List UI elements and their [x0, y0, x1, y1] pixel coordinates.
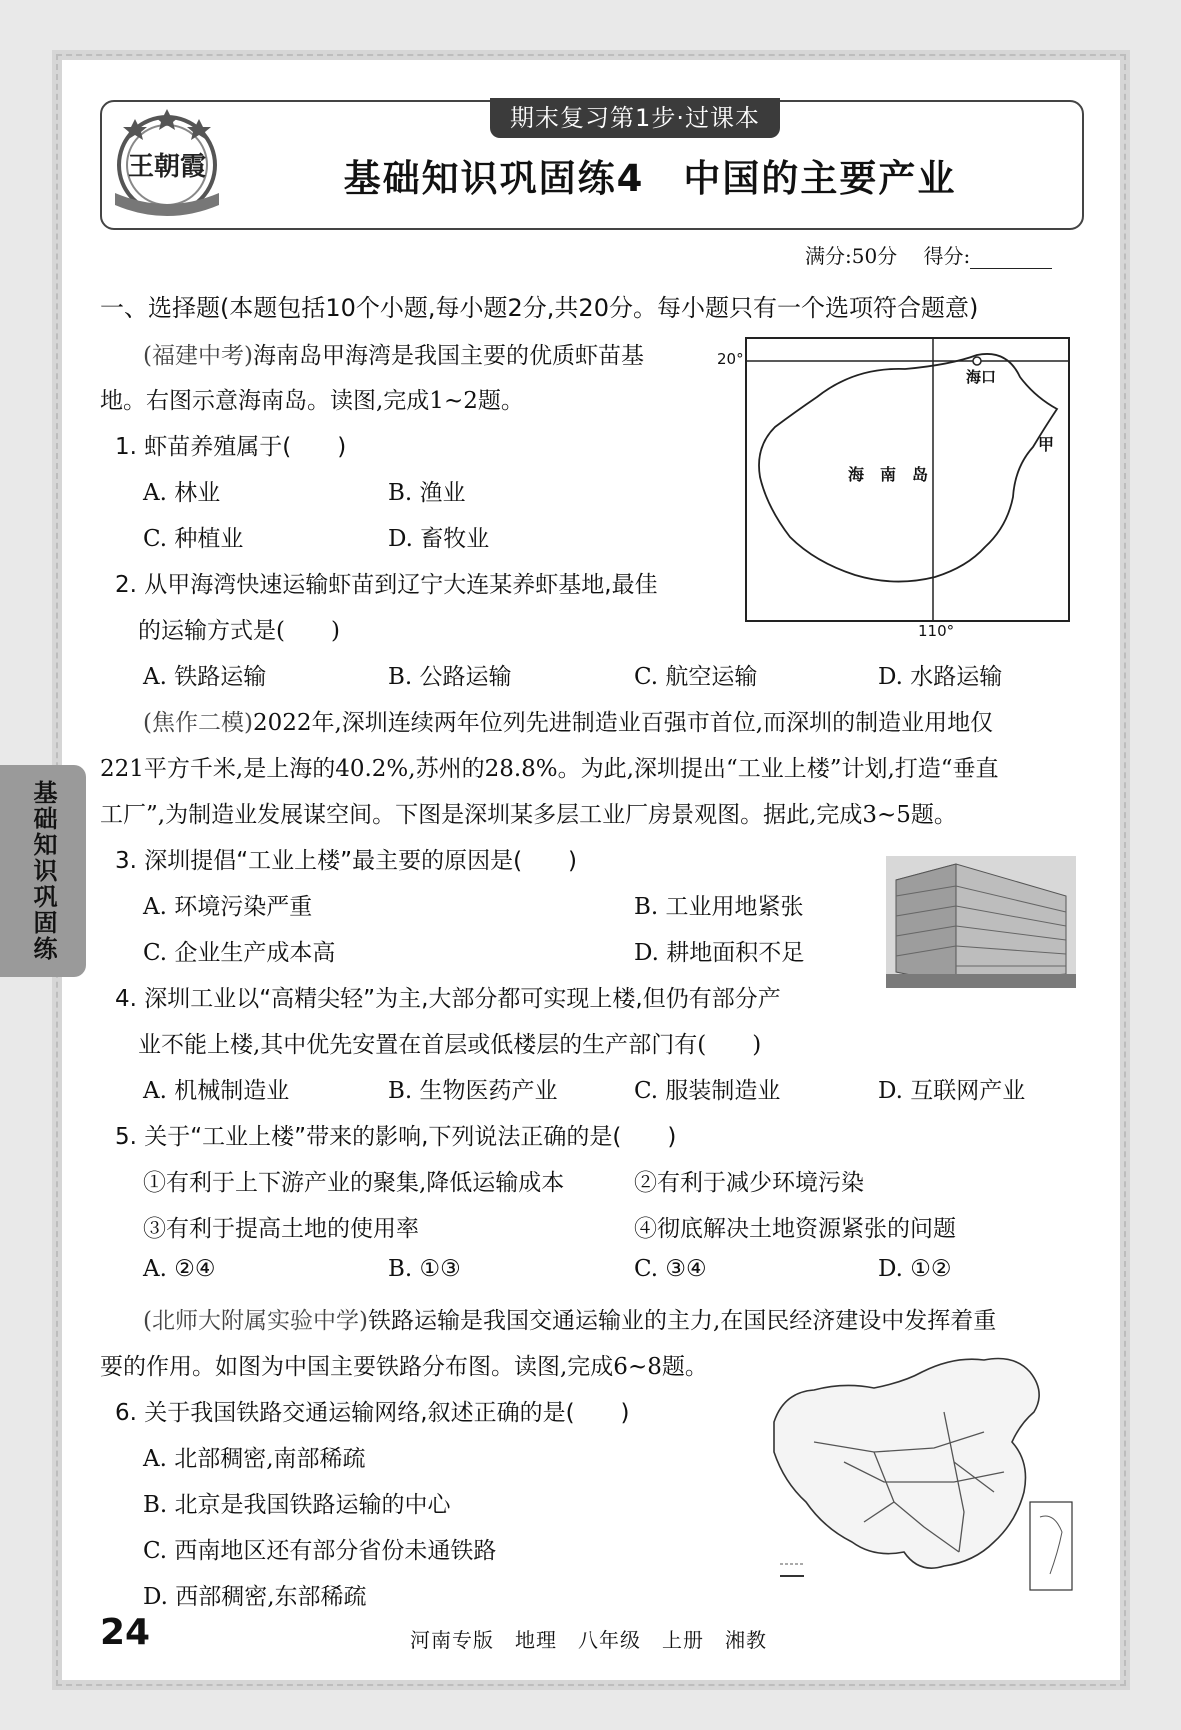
island-label: 海 南 岛	[848, 465, 929, 484]
china-railway-map	[754, 1352, 1078, 1598]
q5-statement-1: ①有利于上下游产业的聚集,降低运输成本	[143, 1170, 565, 1196]
intro-2-line-3: 工厂”,为制造业发展谋空间。下图是深圳某多层工业厂房景观图。据此,完成3~5题。	[100, 802, 957, 828]
q2-stem-1: 2. 从甲海湾快速运输虾苗到辽宁大连某养虾基地,最佳	[115, 572, 658, 598]
intro-2-line-2: 221平方千米,是上海的40.2%,苏州的28.8%。为此,深圳提出“工业上楼”计划,打造“垂直	[100, 756, 999, 782]
factory-photo	[886, 856, 1076, 988]
q5-option-b[interactable]: B. ①③	[388, 1256, 461, 1282]
q2-stem-2: 的运输方式是( )	[138, 618, 340, 644]
q3-option-d[interactable]: D. 耕地面积不足	[634, 940, 805, 966]
haikou-label: 海口	[966, 368, 997, 386]
q4-stem-2: 业不能上楼,其中优先安置在首层或低楼层的生产部门有( )	[138, 1032, 762, 1058]
q6-option-d[interactable]: D. 西部稠密,东部稀疏	[143, 1584, 367, 1610]
q1-option-a[interactable]: A. 林业	[143, 480, 221, 506]
q3-option-a[interactable]: A. 环境污染严重	[143, 894, 313, 920]
intro-1-line-1: (福建中考)海南岛甲海湾是我国主要的优质虾苗基	[143, 343, 644, 369]
q1-option-b[interactable]: B. 渔业	[388, 480, 466, 506]
intro-1-line-2: 地。右图示意海南岛。读图,完成1~2题。	[100, 388, 524, 414]
q3-option-c[interactable]: C. 企业生产成本高	[143, 940, 336, 966]
q5-stem: 5. 关于“工业上楼”带来的影响,下列说法正确的是( )	[115, 1124, 677, 1150]
q5-statement-4: ④彻底解决土地资源紧张的问题	[634, 1216, 956, 1242]
q6-option-a[interactable]: A. 北部稠密,南部稀疏	[143, 1446, 366, 1472]
score-blank[interactable]	[970, 250, 1052, 269]
full-score: 满分:50分	[805, 244, 898, 268]
q5-option-a[interactable]: A. ②④	[143, 1256, 216, 1282]
score-label: 得分:	[923, 244, 971, 268]
source-tag: (北师大附属实验中学)	[143, 1308, 368, 1334]
step-tagline: 期末复习第1步·过课本	[490, 98, 780, 138]
section-heading: 一、选择题(本题包括10个小题,每小题2分,共20分。每小题只有一个选项符合题意)	[100, 294, 979, 322]
brand-logo	[105, 105, 229, 223]
intro-2-line-1: (焦作二模)2022年,深圳连续两年位列先进制造业百强市首位,而深圳的制造业用地仅	[143, 710, 994, 736]
q2-option-c[interactable]: C. 航空运输	[634, 664, 758, 690]
q2-option-d[interactable]: D. 水路运输	[878, 664, 1003, 690]
q3-option-b[interactable]: B. 工业用地紧张	[634, 894, 804, 920]
longitude-label: 110°	[918, 622, 955, 640]
q4-option-a[interactable]: A. 机械制造业	[143, 1078, 290, 1104]
q2-option-a[interactable]: A. 铁路运输	[143, 664, 267, 690]
bay-jia-label: 甲	[1038, 435, 1055, 454]
score-line	[805, 240, 1052, 269]
side-tab: 基础知识巩固练	[0, 765, 86, 977]
q2-option-b[interactable]: B. 公路运输	[388, 664, 512, 690]
q1-option-d[interactable]: D. 畜牧业	[388, 526, 490, 552]
page-title: 基础知识巩固练4 中国的主要产业	[343, 157, 957, 200]
q5-option-d[interactable]: D. ①②	[878, 1256, 952, 1282]
q1-option-c[interactable]: C. 种植业	[143, 526, 244, 552]
intro-3-line-2: 要的作用。如图为中国主要铁路分布图。读图,完成6~8题。	[100, 1354, 708, 1380]
svg-text:王朝霞: 王朝霞	[127, 152, 207, 182]
q4-stem-1: 4. 深圳工业以“高精尖轻”为主,大部分都可实现上楼,但仍有部分产	[115, 986, 781, 1012]
q4-option-d[interactable]: D. 互联网产业	[878, 1078, 1026, 1104]
q6-option-b[interactable]: B. 北京是我国铁路运输的中心	[143, 1492, 451, 1518]
latitude-label: 20°	[717, 350, 744, 368]
q4-option-c[interactable]: C. 服装制造业	[634, 1078, 781, 1104]
intro-3-line-1: (北师大附属实验中学)铁路运输是我国交通运输业的主力,在国民经济建设中发挥着重	[143, 1308, 997, 1334]
q5-statement-3: ③有利于提高土地的使用率	[143, 1216, 419, 1242]
page-number: 24	[100, 1612, 151, 1653]
source-tag: (焦作二模)	[143, 710, 253, 736]
q6-stem: 6. 关于我国铁路交通运输网络,叙述正确的是( )	[115, 1400, 630, 1426]
source-tag: (福建中考)	[143, 343, 253, 369]
q5-statement-2: ②有利于减少环境污染	[634, 1170, 864, 1196]
q6-option-c[interactable]: C. 西南地区还有部分省份未通铁路	[143, 1538, 497, 1564]
q5-option-c[interactable]: C. ③④	[634, 1256, 707, 1282]
footer-edition: 河南专版 地理 八年级 上册 湘教	[410, 1628, 767, 1652]
q1-stem: 1. 虾苗养殖属于( )	[115, 434, 347, 460]
q4-option-b[interactable]: B. 生物医药产业	[388, 1078, 558, 1104]
q3-stem: 3. 深圳提倡“工业上楼”最主要的原因是( )	[115, 848, 578, 874]
